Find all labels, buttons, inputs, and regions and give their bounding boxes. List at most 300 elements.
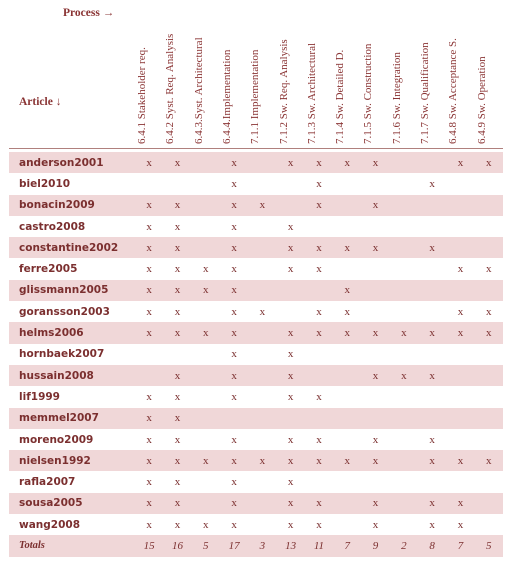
matrix-cell: x [277, 493, 305, 514]
article-name: helms2006 [9, 322, 135, 343]
table-row [9, 237, 503, 258]
total-value: 5 [192, 535, 220, 556]
total-value: 11 [305, 535, 333, 556]
matrix-cell [390, 195, 418, 216]
matrix-cell: x [429, 177, 435, 190]
matrix-cell: x [135, 280, 163, 301]
matrix-cell: x [174, 433, 181, 446]
matrix-cell: x [163, 195, 191, 216]
table-row [9, 195, 503, 216]
matrix-cell: x [305, 195, 333, 216]
process-article-matrix [9, 0, 503, 566]
matrix-cell [305, 408, 333, 429]
matrix-cell: x [146, 390, 152, 403]
matrix-cell: x [220, 195, 248, 216]
column-header-label: 6.4.9 Sw. Operation [475, 56, 488, 144]
matrix-cell: x [316, 518, 322, 531]
matrix-cell: x [277, 322, 305, 343]
matrix-cell [446, 344, 474, 365]
table-row [9, 429, 503, 450]
table-row [9, 258, 503, 279]
matrix-cell [390, 408, 418, 429]
matrix-cell: x [220, 152, 248, 173]
column-header [446, 16, 474, 144]
matrix-cell [192, 408, 220, 429]
matrix-cell [475, 429, 503, 450]
matrix-cell: x [446, 493, 474, 514]
article-name: anderson2001 [9, 152, 135, 173]
matrix-cell [333, 216, 361, 237]
process-axis-label: Process → [63, 7, 115, 19]
matrix-cell: x [163, 408, 191, 429]
article-name: bonacin2009 [9, 195, 135, 216]
matrix-cell [248, 258, 276, 279]
table-row [9, 322, 503, 343]
total-value: 7 [333, 535, 361, 556]
matrix-cell: x [146, 263, 152, 276]
matrix-cell: x [446, 322, 474, 343]
matrix-cell [277, 301, 305, 322]
matrix-cell: x [418, 450, 446, 471]
column-header [333, 16, 361, 144]
matrix-cell [390, 173, 418, 194]
matrix-cell [361, 173, 389, 194]
matrix-cell: x [287, 390, 294, 403]
matrix-cell [333, 195, 361, 216]
table-row [9, 408, 503, 429]
matrix-cell: x [192, 322, 220, 343]
matrix-cell: x [287, 348, 294, 361]
matrix-cell [248, 408, 276, 429]
matrix-cell [418, 386, 446, 407]
matrix-cell: x [220, 322, 248, 343]
matrix-cell [305, 344, 333, 365]
article-name: wang2008 [19, 518, 81, 531]
matrix-cell [475, 173, 503, 194]
column-header-label: 7.1.3 Sw. Architectural [305, 42, 318, 144]
matrix-cell: x [231, 220, 237, 233]
matrix-cell [361, 258, 389, 279]
matrix-cell [418, 471, 446, 492]
column-header-label: 7.1.4 Sw. Detailed D. [334, 49, 347, 144]
matrix-cell: x [446, 450, 474, 471]
matrix-cell [192, 365, 220, 386]
matrix-cell [248, 493, 276, 514]
matrix-cell [305, 471, 333, 492]
matrix-cell: x [146, 433, 152, 446]
matrix-cell [277, 173, 305, 194]
matrix-cell [475, 216, 503, 237]
column-header [475, 16, 503, 144]
matrix-cell [446, 195, 474, 216]
matrix-cell [361, 344, 389, 365]
matrix-cell [475, 471, 503, 492]
matrix-cell: x [174, 305, 181, 318]
matrix-cell [418, 258, 446, 279]
matrix-cell: x [231, 348, 237, 361]
matrix-cell: x [231, 177, 237, 190]
matrix-cell [305, 216, 333, 237]
matrix-cell [361, 216, 389, 237]
matrix-cell [446, 429, 474, 450]
matrix-cell: x [316, 433, 322, 446]
matrix-cell [248, 152, 276, 173]
article-name: sousa2005 [9, 493, 135, 514]
matrix-cell [390, 258, 418, 279]
matrix-cell [390, 237, 418, 258]
matrix-cell: x [220, 365, 248, 386]
matrix-cell [390, 429, 418, 450]
matrix-cell: x [316, 305, 322, 318]
matrix-cell [248, 322, 276, 343]
article-name: moreno2009 [19, 433, 94, 446]
column-header [277, 16, 305, 144]
matrix-cell: x [163, 365, 191, 386]
matrix-cell: x [163, 322, 191, 343]
matrix-cell: x [390, 365, 418, 386]
column-header [390, 16, 418, 144]
matrix-cell [418, 216, 446, 237]
matrix-cell: x [475, 450, 503, 471]
matrix-cell: x [231, 518, 237, 531]
matrix-cell: x [457, 305, 464, 318]
matrix-cell: x [277, 237, 305, 258]
matrix-cell: x [305, 237, 333, 258]
matrix-cell: x [163, 152, 191, 173]
matrix-cell [248, 471, 276, 492]
article-name: memmel2007 [9, 408, 135, 429]
matrix-cell: x [486, 305, 492, 318]
total-value: 15 [135, 535, 163, 556]
matrix-cell [418, 280, 446, 301]
column-header-label: 6.4.2 Syst. Req. Analysis [164, 33, 177, 144]
article-name: biel2010 [19, 177, 71, 190]
matrix-cell [248, 365, 276, 386]
matrix-cell: x [259, 305, 266, 318]
article-name: hussain2008 [9, 365, 135, 386]
matrix-cell [418, 301, 446, 322]
matrix-cell: x [305, 493, 333, 514]
matrix-cell: x [372, 433, 379, 446]
matrix-cell: x [333, 237, 361, 258]
matrix-cell: x [220, 237, 248, 258]
matrix-cell: x [333, 322, 361, 343]
matrix-cell: x [287, 433, 294, 446]
matrix-cell [305, 365, 333, 386]
column-header-label: 6.4.3.Syst. Architectural [192, 37, 205, 144]
matrix-cell: x [174, 263, 181, 276]
matrix-cell: x [344, 305, 350, 318]
total-value: 9 [361, 535, 389, 556]
matrix-cell: x [287, 518, 294, 531]
matrix-cell: x [231, 263, 237, 276]
matrix-cell [361, 408, 389, 429]
matrix-cell [163, 344, 191, 365]
matrix-cell: x [361, 195, 389, 216]
table-row [9, 280, 503, 301]
matrix-cell: x [277, 450, 305, 471]
matrix-cell: x [333, 280, 361, 301]
matrix-cell [333, 514, 361, 535]
matrix-cell: x [486, 263, 492, 276]
matrix-cell: x [231, 476, 237, 489]
matrix-cell [361, 301, 389, 322]
matrix-cell [192, 216, 220, 237]
matrix-cell: x [220, 450, 248, 471]
table-row [9, 216, 503, 237]
matrix-cell [333, 493, 361, 514]
matrix-cell: x [429, 433, 435, 446]
article-name: goransson2003 [19, 305, 110, 318]
table-row [9, 471, 503, 492]
matrix-cell [192, 173, 220, 194]
matrix-cell [333, 258, 361, 279]
matrix-cell [475, 493, 503, 514]
matrix-table [9, 152, 503, 557]
article-name: glissmann2005 [9, 280, 135, 301]
matrix-cell: x [135, 195, 163, 216]
column-header [248, 16, 276, 144]
article-name: lif1999 [19, 390, 60, 403]
matrix-cell: x [361, 152, 389, 173]
matrix-cell: x [361, 450, 389, 471]
matrix-cell [135, 365, 163, 386]
matrix-cell: x [418, 365, 446, 386]
matrix-cell: x [418, 493, 446, 514]
article-axis-label: Article ↓ [19, 96, 62, 108]
matrix-cell [135, 344, 163, 365]
matrix-cell [361, 386, 389, 407]
matrix-cell [248, 514, 276, 535]
matrix-cell: x [418, 237, 446, 258]
total-value: 2 [390, 535, 418, 556]
matrix-cell [361, 280, 389, 301]
matrix-cell: x [146, 518, 152, 531]
matrix-cell: x [333, 450, 361, 471]
matrix-cell: x [372, 518, 379, 531]
table-row [9, 493, 503, 514]
matrix-cell [418, 152, 446, 173]
table-row [9, 301, 503, 322]
matrix-cell: x [135, 152, 163, 173]
matrix-cell [192, 152, 220, 173]
matrix-cell [192, 237, 220, 258]
column-header-label: 7.1.6 Sw. Integration [390, 52, 403, 144]
matrix-cell [192, 386, 220, 407]
table-row [9, 173, 503, 194]
matrix-cell: x [305, 450, 333, 471]
matrix-cell [333, 408, 361, 429]
matrix-cell: x [174, 476, 181, 489]
matrix-cell [248, 344, 276, 365]
matrix-cell [192, 301, 220, 322]
matrix-cell: x [192, 280, 220, 301]
matrix-cell [446, 216, 474, 237]
matrix-cell [475, 280, 503, 301]
matrix-cell [192, 195, 220, 216]
matrix-cell: x [429, 518, 435, 531]
column-header [163, 16, 191, 144]
total-value: 3 [248, 535, 276, 556]
matrix-cell: x [174, 220, 181, 233]
matrix-cell [475, 344, 503, 365]
matrix-cell [418, 195, 446, 216]
matrix-cell: x [203, 518, 209, 531]
matrix-cell: x [146, 305, 152, 318]
matrix-cell [248, 386, 276, 407]
column-header-label: 6.4.8 Sw. Acceptance S. [447, 38, 460, 144]
matrix-cell: x [361, 322, 389, 343]
column-header-label: 7.1.5 Sw. Construction [362, 43, 375, 144]
matrix-cell: x [135, 408, 163, 429]
matrix-cell [390, 493, 418, 514]
matrix-cell [163, 173, 191, 194]
table-row [9, 386, 503, 407]
matrix-cell [475, 365, 503, 386]
matrix-cell [418, 408, 446, 429]
matrix-cell: x [220, 280, 248, 301]
matrix-cell [446, 408, 474, 429]
matrix-cell: x [287, 263, 294, 276]
column-header [305, 16, 333, 144]
column-header [192, 16, 220, 144]
article-name: rafla2007 [19, 476, 76, 489]
matrix-cell: x [361, 365, 389, 386]
matrix-cell: x [231, 390, 237, 403]
matrix-cell: x [316, 390, 322, 403]
table-row [9, 514, 503, 535]
totals-row [9, 535, 503, 556]
matrix-cell [446, 386, 474, 407]
matrix-cell [446, 173, 474, 194]
matrix-cell [446, 237, 474, 258]
matrix-cell [446, 471, 474, 492]
article-name: ferre2005 [19, 263, 78, 276]
matrix-cell [192, 471, 220, 492]
matrix-cell [475, 386, 503, 407]
matrix-cell [390, 386, 418, 407]
matrix-cell [475, 195, 503, 216]
matrix-cell [248, 173, 276, 194]
matrix-cell [475, 237, 503, 258]
matrix-cell: x [203, 263, 209, 276]
table-row [9, 152, 503, 173]
matrix-cell: x [475, 152, 503, 173]
table-row [9, 365, 503, 386]
matrix-cell [390, 216, 418, 237]
matrix-cell [248, 429, 276, 450]
matrix-cell [277, 408, 305, 429]
matrix-cell: x [135, 322, 163, 343]
matrix-cell: x [163, 450, 191, 471]
column-header-label: 7.1.1 Implementation [249, 49, 262, 144]
total-value: 17 [220, 535, 248, 556]
matrix-cell [220, 408, 248, 429]
matrix-cell [333, 344, 361, 365]
matrix-cell [305, 280, 333, 301]
matrix-cell [248, 237, 276, 258]
matrix-cell: x [316, 177, 322, 190]
matrix-cell [333, 173, 361, 194]
matrix-cell [333, 429, 361, 450]
matrix-cell: x [163, 493, 191, 514]
column-header [418, 16, 446, 144]
matrix-cell [446, 280, 474, 301]
matrix-cell [277, 280, 305, 301]
totals-label: Totals [9, 535, 135, 556]
matrix-cell: x [361, 493, 389, 514]
column-header [135, 16, 163, 144]
matrix-cell [135, 173, 163, 194]
total-value: 5 [475, 535, 503, 556]
matrix-cell: x [163, 280, 191, 301]
matrix-cell: x [457, 263, 464, 276]
matrix-cell [390, 301, 418, 322]
header-rule [9, 148, 503, 149]
matrix-cell [192, 493, 220, 514]
matrix-cell [248, 216, 276, 237]
matrix-cell [390, 471, 418, 492]
matrix-cell [390, 152, 418, 173]
column-header-label: 7.1.2 Sw. Req. Analysis [277, 39, 290, 144]
matrix-cell [475, 408, 503, 429]
matrix-cell [277, 195, 305, 216]
matrix-cell: x [135, 237, 163, 258]
matrix-cell: x [361, 237, 389, 258]
matrix-cell: x [277, 365, 305, 386]
matrix-cell: x [277, 152, 305, 173]
matrix-cell: x [163, 237, 191, 258]
matrix-cell: x [390, 322, 418, 343]
matrix-cell: x [305, 152, 333, 173]
matrix-cell: x [333, 152, 361, 173]
matrix-cell: x [174, 390, 181, 403]
matrix-cell: x [457, 518, 464, 531]
matrix-cell: x [174, 518, 181, 531]
table-row [9, 344, 503, 365]
matrix-cell: x [418, 322, 446, 343]
matrix-cell: x [248, 195, 276, 216]
matrix-cell [475, 514, 503, 535]
matrix-cell: x [192, 450, 220, 471]
total-value: 8 [418, 535, 446, 556]
matrix-cell [333, 471, 361, 492]
article-name: castro2008 [19, 220, 86, 233]
total-value: 13 [277, 535, 305, 556]
matrix-cell: x [287, 220, 294, 233]
matrix-cell [390, 280, 418, 301]
matrix-cell: x [287, 476, 294, 489]
matrix-cell: x [135, 493, 163, 514]
column-header [220, 16, 248, 144]
table-row [9, 450, 503, 471]
matrix-cell [333, 365, 361, 386]
matrix-cell: x [231, 305, 237, 318]
matrix-cell: x [305, 322, 333, 343]
matrix-cell: x [248, 450, 276, 471]
matrix-cell [446, 365, 474, 386]
matrix-cell: x [146, 476, 152, 489]
matrix-cell: x [475, 322, 503, 343]
column-header-label: 7.1.7 Sw. Qualification [419, 42, 431, 144]
total-value: 16 [163, 535, 191, 556]
matrix-cell [390, 344, 418, 365]
matrix-cell: x [135, 450, 163, 471]
article-name: hornbaek2007 [19, 348, 105, 361]
matrix-cell [361, 471, 389, 492]
matrix-cell: x [231, 433, 237, 446]
matrix-cell: x [316, 263, 322, 276]
